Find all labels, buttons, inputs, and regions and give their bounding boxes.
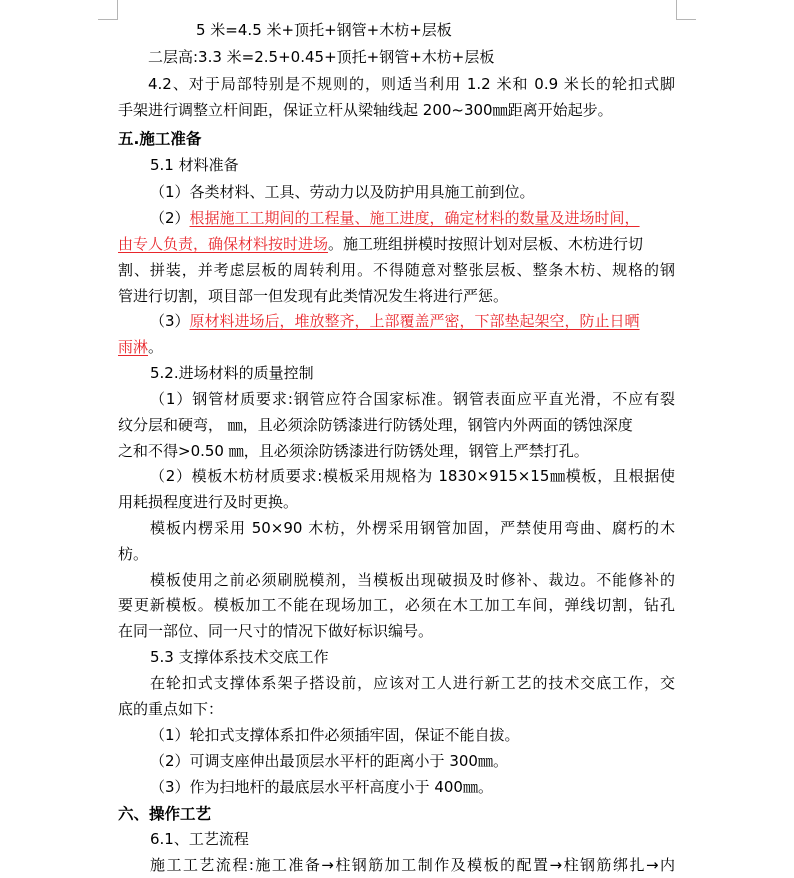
text-line: 4.2、对于局部特别是不规则的，则适当利用 1.2 米和 0.9 米长的轮扣式脚: [148, 75, 675, 93]
highlighted-text: 由专人负责，确保材料按时进场: [118, 235, 329, 253]
highlighted-text: 雨淋: [118, 338, 149, 356]
text-line: 割、拼装，并考虑层板的周转利用。不得随意对整张层板、整条木枋、规格的钢: [118, 261, 675, 279]
list-marker: （3）: [150, 312, 190, 330]
section-heading: 六、操作工艺: [118, 805, 212, 823]
text-line: 5 米=4.5 米+顶托+钢管+木枋+层板: [196, 21, 452, 39]
text-line: 管进行切割，项目部一但发现有此类情况发生将进行严惩。: [118, 287, 509, 305]
text-line: 用耗损程度进行及时更换。: [118, 493, 299, 511]
subsection-heading: 6.1、工艺流程: [150, 830, 249, 848]
text-line: 手架进行调整立杆间距，保证立杆从梁轴线起 200~300㎜距离开始起步。: [118, 101, 613, 119]
text-line: （2）模板木枋材质要求:模板采用规格为 1830×915×15㎜模板，且根据使: [150, 467, 675, 485]
subsection-heading: 5.1 材料准备: [150, 156, 239, 174]
highlighted-text: 根据施工工期间的工程量、施工进度，确定材料的数量及进场时间，: [189, 209, 640, 227]
text-line: （1）钢管材质要求:钢管应符合国家标准。钢管表面应平直光滑，不应有裂: [150, 390, 675, 408]
text-line: 施工工艺流程:施工准备→柱钢筋加工制作及模板的配置→柱钢筋绑扎→内: [150, 856, 675, 874]
text-line: 底的重点如下：: [118, 700, 224, 718]
text-span: 。: [148, 338, 164, 356]
text-span: 。施工班组拼模时按照计划对层板、木枋进行切: [328, 235, 644, 253]
highlighted-text: 原材料进场后，堆放整齐，上部覆盖严密，下部垫起架空，防止日晒: [189, 312, 640, 330]
section-heading: 五.施工准备: [118, 130, 202, 148]
text-line: [150, 208, 680, 228]
list-item: （2）可调支座伸出最顶层水平杆的距离小于 300㎜。: [150, 752, 508, 770]
text-line: 二层高:3.3 米=2.5+0.45+顶托+钢管+木枋+层板: [148, 48, 495, 66]
text-line: [118, 234, 678, 254]
list-marker: （2）: [150, 209, 190, 227]
text-line: （1）各类材料、工具、劳动力以及防护用具施工前到位。: [150, 183, 535, 201]
subsection-heading: 5.2.进场材料的质量控制: [150, 364, 314, 382]
text-line: [118, 337, 678, 357]
text-line: 模板使用之前必须刷脱模剂，当模板出现破损及时修补、裁边。不能修补的: [150, 571, 675, 589]
text-line: [150, 311, 680, 331]
list-item: （3）作为扫地杆的最底层水平杆高度小于 400㎜。: [150, 778, 493, 796]
text-line: 纹分层和硬弯， ㎜，且必须涂防锈漆进行防锈处理，钢管内外两面的锈蚀深度: [118, 416, 633, 434]
list-item: （1）轮扣式支撑体系扣件必须插牢固，保证不能自拔。: [150, 726, 520, 744]
text-line: 在轮扣式支撑体系架子搭设前，应该对工人进行新工艺的技术交底工作，交: [150, 674, 675, 692]
text-line: 枋。: [118, 545, 149, 563]
text-line: 模板内楞采用 50×90 木枋，外楞采用钢管加固，严禁使用弯曲、腐朽的木: [150, 519, 675, 537]
text-line: 在同一部位、同一尺寸的情况下做好标识编号。: [118, 622, 434, 640]
text-line: 要更新模板。模板加工不能在现场加工，必须在木工加工车间，弹线切割，钻孔: [118, 596, 675, 614]
text-line: 之和不得>0.50 ㎜，且必须涂防锈漆进行防锈处理，钢管上严禁打孔。: [118, 442, 589, 460]
subsection-heading: 5.3 支撑体系技术交底工作: [150, 648, 329, 666]
